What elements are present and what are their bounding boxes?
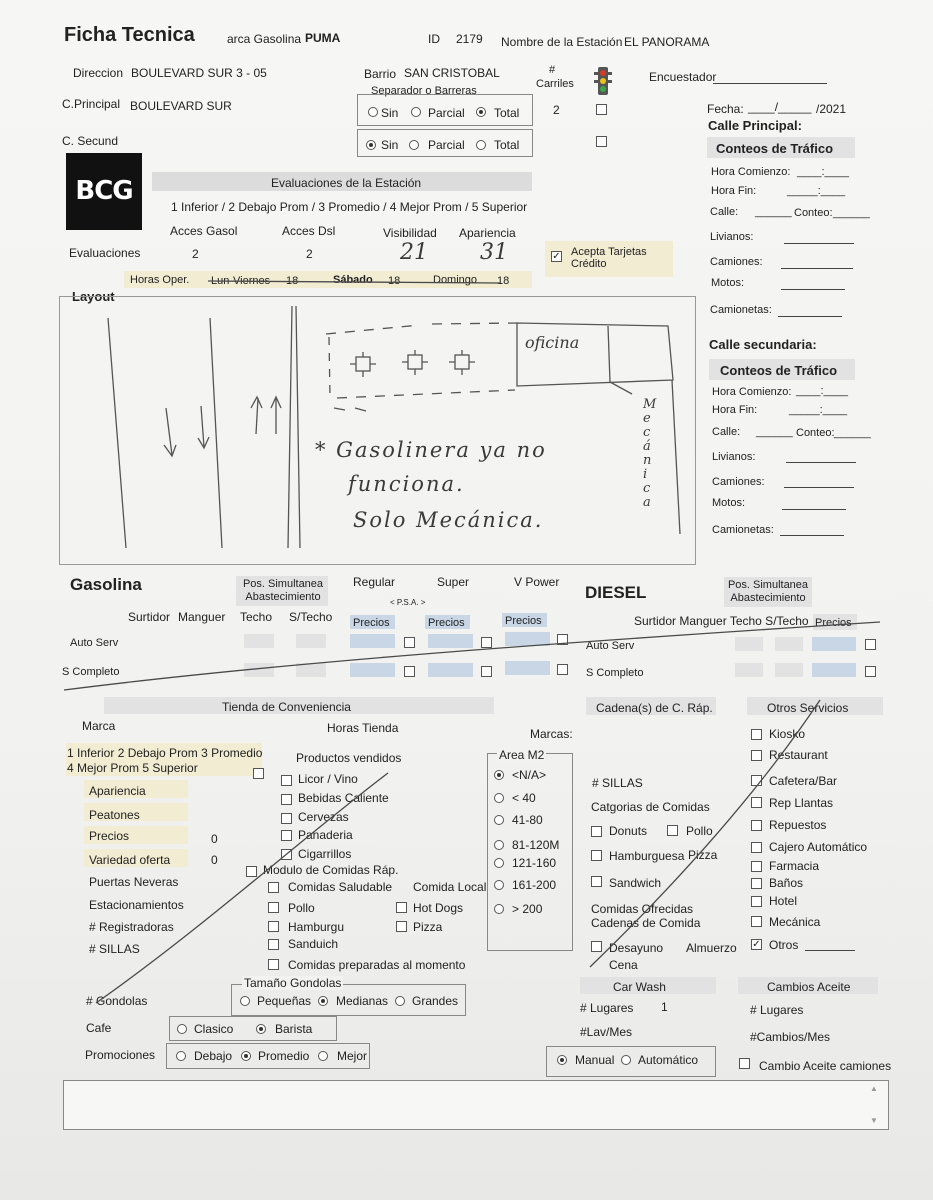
area-radio-81[interactable] <box>494 840 504 850</box>
oficina-label: oficina <box>525 333 580 352</box>
form-title: Ficha Tecnica <box>64 24 195 46</box>
principal-label: C.Principal <box>62 97 121 111</box>
fecha-label: Fecha: <box>707 102 744 116</box>
comida-local-label: Comida Local <box>413 880 487 894</box>
layout-label: Layout <box>72 289 115 304</box>
col-acces-dsl: Acces Dsl <box>282 224 336 238</box>
tienda-registradoras: # Registradoras <box>89 920 174 934</box>
area-radio-121[interactable] <box>494 858 504 868</box>
col-acces-gasol: Acces Gasol <box>170 224 238 238</box>
mecanica-letter: n <box>643 453 652 468</box>
ts-hora-fin-blank: _____:____ <box>789 404 848 416</box>
tienda-peatones: Peatones <box>89 808 140 822</box>
otros-check-1[interactable] <box>751 750 762 761</box>
aceite-title: Cambios Aceite <box>767 980 851 994</box>
manual-radio[interactable] <box>557 1055 567 1065</box>
dsl-as-techo[interactable] <box>735 637 763 651</box>
sandwich-label: Sandwich <box>609 876 662 890</box>
tp-hora-fin-blank: _____:____ <box>787 185 846 197</box>
dsl-header-row: Surtidor Manguer Techo S/Techo <box>634 614 809 628</box>
sandwich-check[interactable] <box>591 876 602 887</box>
carwash-lugares: # Lugares <box>580 1001 634 1015</box>
gas-as-check-regular[interactable] <box>404 637 415 648</box>
aceite-lugares: # Lugares <box>750 1003 804 1017</box>
ts-hora-fin: Hora Fin: <box>712 404 758 416</box>
col-apariencia: Apariencia <box>459 226 516 240</box>
ts-motos-line[interactable] <box>782 509 846 510</box>
tienda-scale-2: 4 Mejor Prom 5 Superior <box>67 761 198 775</box>
pizza-label: Pizza <box>413 920 443 934</box>
dom-label: Domingo <box>433 274 478 286</box>
encuestador-label: Encuestador <box>649 70 717 84</box>
calle-principal-heading: Calle Principal: <box>708 118 802 133</box>
tp-hora-fin: Hora Fin: <box>711 185 757 197</box>
ts-hora-comienzo-blank: ____:____ <box>796 385 848 397</box>
gas-s-completo: S Completo <box>62 666 120 678</box>
otros-check-3[interactable] <box>751 797 762 808</box>
gas-as-price-regular[interactable] <box>350 634 395 648</box>
desayuno-check[interactable] <box>591 941 602 952</box>
evaluaciones-title: Evaluaciones de la Estación <box>271 176 422 190</box>
sep-p-total-radio[interactable] <box>476 107 486 117</box>
precios-regular: Precios <box>353 617 390 629</box>
ts-camionetas-line[interactable] <box>780 535 844 536</box>
pizza-check[interactable] <box>396 921 407 932</box>
otros-cafetera: Cafetera/Bar <box>769 774 838 788</box>
eval-acces-gasol: 2 <box>192 247 199 261</box>
area-opt-161: 161-200 <box>512 878 557 892</box>
otros-check-8[interactable] <box>751 896 762 907</box>
conteos-secundaria-title: Conteos de Tráfico <box>720 363 838 378</box>
scroll-down-icon[interactable]: ▼ <box>870 1116 878 1125</box>
saludable-label: Comidas Saludable <box>288 880 393 894</box>
tp-hora-comienzo: Hora Comienzo: <box>711 166 791 178</box>
debajo-label: Debajo <box>194 1049 233 1063</box>
sep-s-total-label: Total <box>494 138 520 152</box>
sanduich-label: Sanduich <box>288 937 339 951</box>
tienda-sillas: # SILLAS <box>89 942 140 956</box>
mecanica-letter: i <box>643 467 648 482</box>
area-radio-200[interactable] <box>494 904 504 914</box>
area-radio-na[interactable] <box>494 770 504 780</box>
gas-super: Super <box>437 575 470 589</box>
modulo-check[interactable] <box>246 866 257 877</box>
gas-psa: < P.S.A. > <box>390 598 426 607</box>
traffic-light-icon <box>594 66 612 96</box>
fecha-blanks: ____/_____ <box>748 100 812 114</box>
area-title: Area M2 <box>499 748 545 762</box>
otros-check-5[interactable] <box>751 842 762 853</box>
gas-sc-check-super[interactable] <box>481 666 492 677</box>
prod-cervezas: Cervezas <box>298 810 349 824</box>
cadena-pollo-check[interactable] <box>667 825 678 836</box>
direccion-value: BOULEVARD SUR 3 - 05 <box>131 66 267 80</box>
sep-s-sin-radio[interactable] <box>366 140 376 150</box>
gas-stecho: S/Techo <box>289 610 333 624</box>
ts-livianos-line[interactable] <box>786 462 856 463</box>
otros-otros: Otros <box>769 938 799 952</box>
eval-apariencia: 31 <box>480 240 508 265</box>
promociones-label: Promociones <box>85 1048 156 1062</box>
sep-s-parcial-label: Parcial <box>428 138 465 152</box>
precios-vpower: Precios <box>505 615 542 627</box>
area-opt-40: < 40 <box>512 791 536 805</box>
fecha-year: /2021 <box>816 102 847 116</box>
gasolina-title: Gasolina <box>70 575 142 594</box>
otros-check-0[interactable] <box>751 729 762 740</box>
prod-cigarrillos: Cigarrillos <box>298 847 352 861</box>
medianas-label: Medianas <box>336 994 389 1008</box>
cadena-categorias: Catgorias de Comidas <box>591 800 710 814</box>
carriles-value: 2 <box>553 103 560 117</box>
hamburguesa-label: Hamburguesa <box>609 849 685 863</box>
dsl-sc-price[interactable] <box>812 663 856 677</box>
mecanica-letter: c <box>643 481 651 496</box>
scale-check[interactable] <box>253 768 264 779</box>
mecanica-letter: c <box>643 425 651 440</box>
pollo-label: Pollo <box>288 901 315 915</box>
tienda-horas: Horas Tienda <box>327 721 399 735</box>
hotdogs-check[interactable] <box>396 902 407 913</box>
note-line-1: * Gasolinera ya no <box>315 438 547 462</box>
cafe-label: Cafe <box>86 1021 112 1035</box>
dsl-as-price[interactable] <box>812 637 856 651</box>
evaluaciones-row-label: Evaluaciones <box>69 246 141 260</box>
otros-restaurant: Restaurant <box>769 748 828 762</box>
tienda-precios: Precios <box>89 829 130 843</box>
sanduich-check[interactable] <box>268 939 279 950</box>
ts-hora-comienzo: Hora Comienzo: <box>712 386 792 398</box>
dsl-sc-stecho[interactable] <box>775 663 803 677</box>
tienda-scale-1: 1 Inferior 2 Debajo Prom 3 Promedio <box>67 746 263 760</box>
gas-as-check-vpower[interactable] <box>557 634 568 645</box>
tienda-apariencia: Apariencia <box>89 784 146 798</box>
marca-label: arca Gasolina <box>227 32 302 46</box>
id-value: 2179 <box>456 32 483 46</box>
carwash-title: Car Wash <box>613 980 666 994</box>
marca-value: PUMA <box>305 31 341 45</box>
dsl-auto-serv: Auto Serv <box>586 640 635 652</box>
area-radio-41[interactable] <box>494 815 504 825</box>
direccion-label: Direccion <box>73 66 124 80</box>
debajo-radio[interactable] <box>176 1051 186 1061</box>
gas-as-price-super[interactable] <box>428 634 473 648</box>
evaluaciones-scale: 1 Inferior / 2 Debajo Prom / 3 Promedio / 4 Mejor Prom / 5 Superior <box>171 200 528 214</box>
gas-surtidor: Surtidor <box>128 610 171 624</box>
tienda-marca: Marca <box>82 719 116 733</box>
preparadas-check[interactable] <box>268 959 279 970</box>
promedio-radio[interactable] <box>241 1051 251 1061</box>
dsl-precios: Precios <box>815 617 852 629</box>
area-box <box>487 753 573 951</box>
tp-livianos: Livianos: <box>710 231 754 243</box>
otros-check-9[interactable] <box>751 916 762 927</box>
cadena-sillas: # SILLAS <box>592 776 643 790</box>
gas-sc-check-regular[interactable] <box>404 666 415 677</box>
cadenas-comida: Cadenas de Comida <box>591 916 701 930</box>
mecanica-vertical-label <box>643 398 657 510</box>
estacion-label: Nombre de la Estación <box>501 35 623 49</box>
id-label: ID <box>428 32 440 46</box>
estacion-value: EL PANORAMA <box>624 35 710 49</box>
sep-p-parcial-radio[interactable] <box>411 107 421 117</box>
area-opt-81: 81-120M <box>512 838 560 852</box>
donuts-check[interactable] <box>591 826 602 837</box>
ts-conteo: Conteo: <box>796 427 835 439</box>
sep-p-sin-label: Sin <box>381 106 399 120</box>
barista-radio[interactable] <box>256 1024 266 1034</box>
sep-p-sin-radio[interactable] <box>368 107 378 117</box>
gas-as-stecho[interactable] <box>296 634 326 648</box>
ts-calle-blank: ______ <box>756 426 793 438</box>
hamburgu-label: Hamburgu <box>288 920 345 934</box>
otros-hotel: Hotel <box>769 894 798 908</box>
area-opt-41: 41-80 <box>512 813 543 827</box>
barrio-value: SAN CRISTOBAL <box>404 66 500 80</box>
tp-conteo: Conteo: <box>794 207 833 219</box>
aceite-camiones-label: Cambio Aceite camiones <box>759 1059 892 1073</box>
diesel-title: DIESEL <box>585 583 647 602</box>
prod-cervezas-check[interactable] <box>281 813 292 824</box>
gas-sc-price-super[interactable] <box>428 663 473 677</box>
ts-livianos: Livianos: <box>712 451 756 463</box>
mecanica-letter: M <box>643 397 657 412</box>
sab-value: 18 <box>388 275 401 287</box>
eval-visibilidad: 21 <box>400 240 428 265</box>
sep-s-parcial-radio[interactable] <box>409 140 419 150</box>
pequenas-radio[interactable] <box>240 996 250 1006</box>
dom-value: 18 <box>497 275 510 287</box>
ts-camiones-line[interactable] <box>784 487 854 488</box>
otros-kiosko: Kiosko <box>769 727 806 741</box>
dsl-sc-techo[interactable] <box>735 663 763 677</box>
pollo-check[interactable] <box>268 902 279 913</box>
aceite-cambios: #Cambios/Mes <box>750 1030 831 1044</box>
tarjetas-check[interactable]: ✓ <box>552 251 561 262</box>
prod-licor: Licor / Vino <box>298 772 358 786</box>
carriles-p-check[interactable] <box>596 104 607 115</box>
gas-sc-price-regular[interactable] <box>350 663 395 677</box>
otros-farmacia: Farmacia <box>769 859 820 873</box>
tp-camionetas: Camionetas: <box>710 304 772 316</box>
preparadas-label: Comidas preparadas al momento <box>288 958 466 972</box>
col-visibilidad: Visibilidad <box>383 226 437 240</box>
dsl-as-check[interactable] <box>865 639 876 650</box>
lun-label: Lun-Viernes <box>211 275 271 287</box>
otros-title: Otros Servicios <box>767 701 849 715</box>
dsl-sc-check[interactable] <box>865 666 876 677</box>
ts-motos: Motos: <box>712 497 746 509</box>
tienda-title: Tienda de Conveniencia <box>222 700 351 714</box>
gas-as-check-super[interactable] <box>481 637 492 648</box>
otros-check-4[interactable] <box>751 820 762 831</box>
ts-camionetas: Camionetas: <box>712 524 774 536</box>
gas-auto-serv: Auto Serv <box>70 637 119 649</box>
sep-p-total-label: Total <box>494 106 520 120</box>
scroll-up-icon[interactable]: ▲ <box>870 1084 878 1093</box>
ts-camiones: Camiones: <box>712 476 765 488</box>
otros-llantas: Rep Llantas <box>769 796 834 810</box>
principal-value: BOULEVARD SUR <box>130 99 232 113</box>
otros-mecanica: Mecánica <box>769 915 821 929</box>
cadena-pollo-label: Pollo <box>686 824 713 838</box>
aceite-camiones-check[interactable] <box>739 1058 750 1069</box>
carriles-s-check[interactable] <box>596 136 607 147</box>
carwash-lav: #Lav/Mes <box>580 1025 633 1039</box>
prod-bebidas: Bebidas Caliente <box>298 791 389 805</box>
productos-label: Productos vendidos <box>296 751 402 765</box>
area-opt-121: 121-160 <box>512 856 557 870</box>
mecanica-letter: á <box>643 439 651 454</box>
conteos-principal-title: Conteos de Tráfico <box>716 141 834 156</box>
calle-secundaria-heading: Calle secundaria: <box>709 337 817 352</box>
tp-motos: Motos: <box>711 277 745 289</box>
tp-calle: Calle: <box>710 206 739 218</box>
mecanica-letter: a <box>643 495 651 510</box>
otros-check-2[interactable] <box>751 775 762 786</box>
otros-repuestos: Repuestos <box>769 818 827 832</box>
almuerzo-label: Almuerzo <box>686 941 737 955</box>
tarjetas-label: Acepta Tarjetas Crédito <box>571 246 647 270</box>
sep-s-sin-label: Sin <box>381 138 399 152</box>
prod-panaderia: Panaderia <box>298 828 353 842</box>
ts-calle: Calle: <box>712 426 741 438</box>
prod-panaderia-check[interactable] <box>281 830 292 841</box>
tienda-variedad-value: 0 <box>211 853 218 867</box>
tp-hora-comienzo-blank: ____:____ <box>797 166 849 178</box>
tienda-marcas: Marcas: <box>530 727 573 741</box>
tp-calle-blank: ______ <box>755 206 792 218</box>
tp-camiones-line[interactable] <box>781 268 853 269</box>
ts-conteo-blank: ______ <box>834 427 871 439</box>
tienda-puertas: Puertas Neveras <box>89 875 179 889</box>
comidas-ofrecidas: Comidas Ofrecidas <box>591 902 694 916</box>
tp-camiones: Camiones: <box>710 256 763 268</box>
tienda-precios-value: 0 <box>211 832 218 846</box>
horas-label: Horas Oper. <box>130 274 190 286</box>
mejor-radio[interactable] <box>318 1051 328 1061</box>
gas-sc-techo[interactable] <box>244 663 274 677</box>
sep-p-parcial-label: Parcial <box>428 106 465 120</box>
gas-as-price-vpower[interactable] <box>505 632 550 646</box>
precios-super: Precios <box>428 617 465 629</box>
gas-sc-stecho[interactable] <box>296 663 326 677</box>
comments-textarea[interactable] <box>63 1080 889 1130</box>
pequenas-label: Pequeñas <box>257 994 312 1008</box>
desayuno-label: Desayuno <box>609 941 664 955</box>
carwash-lugares-value: 1 <box>661 1000 668 1014</box>
tamano-label: Tamaño Gondolas <box>244 976 342 990</box>
dsl-s-completo: S Completo <box>586 667 644 679</box>
tp-motos-line[interactable] <box>781 289 845 290</box>
automatico-radio[interactable] <box>621 1055 631 1065</box>
gas-sc-price-vpower[interactable] <box>505 661 550 675</box>
prod-licor-check[interactable] <box>281 775 292 786</box>
encuestador-line[interactable] <box>713 83 827 84</box>
gas-regular: Regular <box>353 575 396 589</box>
clasico-radio[interactable] <box>177 1024 187 1034</box>
barista-label: Barista <box>275 1022 313 1036</box>
dsl-as-stecho[interactable] <box>775 637 803 651</box>
area-radio-161[interactable] <box>494 880 504 890</box>
manual-label: Manual <box>575 1053 615 1067</box>
tp-livianos-line[interactable] <box>784 243 854 244</box>
tienda-variedad: Variedad oferta <box>89 853 171 867</box>
tp-conteo-blank: ______ <box>833 207 870 219</box>
grandes-label: Grandes <box>412 994 459 1008</box>
prod-bebidas-check[interactable] <box>281 794 292 805</box>
sab-label: Sábado <box>333 274 373 286</box>
secund-label: C. Secund <box>62 134 119 148</box>
gas-vpower: V Power <box>514 575 560 589</box>
otros-otros-line[interactable] <box>805 950 855 951</box>
donuts-label: Donuts <box>609 824 648 838</box>
tienda-estacionamientos: Estacionamientos <box>89 898 184 912</box>
otros-banos: Baños <box>769 876 804 890</box>
gas-as-techo[interactable] <box>244 634 274 648</box>
cadena-title: Cadena(s) de C. Ráp. <box>596 701 713 715</box>
hamburguesa-check[interactable] <box>591 850 602 861</box>
clasico-label: Clasico <box>194 1022 234 1036</box>
area-radio-40[interactable] <box>494 793 504 803</box>
grandes-radio[interactable] <box>395 996 405 1006</box>
cena-label: Cena <box>609 958 638 972</box>
tp-camionetas-line[interactable] <box>778 316 842 317</box>
sep-s-total-radio[interactable] <box>476 140 486 150</box>
lun-value: 18 <box>286 275 299 287</box>
gas-techo: Techo <box>240 610 273 624</box>
hotdogs-label: Hot Dogs <box>413 901 464 915</box>
note-line-2: funciona. <box>348 472 465 496</box>
note-line-3: Solo Mecánica. <box>353 508 544 532</box>
prod-cigarrillos-check[interactable] <box>281 849 292 860</box>
eval-acces-dsl: 2 <box>306 247 313 261</box>
modulo-label: Modulo de Comidas Ráp. <box>263 863 399 877</box>
area-opt-200: > 200 <box>512 902 543 916</box>
gondolas-label: # Gondolas <box>86 994 148 1008</box>
dsl-pos-sim: Pos. Simultanea Abastecimiento <box>727 579 809 604</box>
mejor-label: Mejor <box>337 1049 368 1063</box>
barrio-label: Barrio <box>364 67 397 81</box>
hamburgu-check[interactable] <box>268 921 279 932</box>
otros-check-7[interactable] <box>751 878 762 889</box>
saludable-check[interactable] <box>268 882 279 893</box>
carriles-label: Carriles <box>536 78 574 90</box>
automatico-label: Automático <box>638 1053 699 1067</box>
area-opt-na: <N/A> <box>512 768 547 782</box>
cadena-pizza-label: Pizza <box>688 848 718 862</box>
gas-sc-check-vpower[interactable] <box>557 664 568 675</box>
otros-cajero: Cajero Automático <box>769 840 868 854</box>
mecanica-letter: e <box>643 411 651 426</box>
separador-label: Separador o Barreras <box>371 85 477 97</box>
carriles-hash: # <box>549 64 556 76</box>
gas-manguer: Manguer <box>178 610 226 624</box>
otros-check-10[interactable]: ✓ <box>752 939 761 950</box>
bcg-logo: BCG <box>66 153 142 230</box>
otros-check-6[interactable] <box>751 861 762 872</box>
medianas-radio[interactable] <box>318 996 328 1006</box>
gas-pos-sim: Pos. Simultanea Abastecimiento <box>242 578 324 603</box>
promedio-label: Promedio <box>258 1049 310 1063</box>
